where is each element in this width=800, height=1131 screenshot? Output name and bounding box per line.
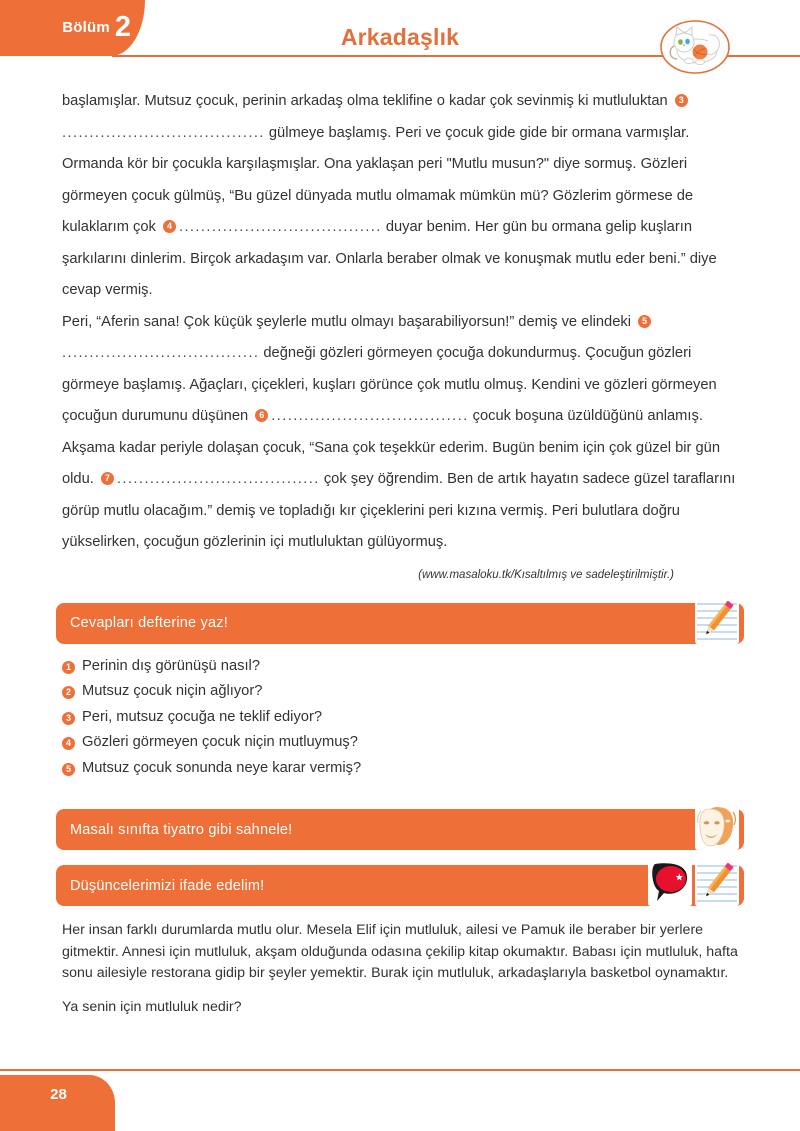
page-header (0, 0, 800, 72)
chapter-number: 2 (114, 11, 131, 43)
fill-in-blank[interactable]: .................................... (271, 408, 469, 424)
question-text: Peri, mutsuz çocuğa ne teklif ediyor? (82, 708, 323, 725)
notebook-pencil-icon (695, 596, 739, 644)
closing-text (62, 920, 742, 1018)
blank-number-marker: 7 (101, 472, 114, 485)
page-number-tab (0, 1075, 115, 1131)
list-item (62, 683, 800, 700)
list-item (62, 734, 800, 751)
activity-icons (648, 858, 739, 906)
activity-label: Düşüncelerimizi ifade edelim! (70, 877, 265, 894)
list-item (62, 658, 800, 675)
page-content (0, 72, 800, 1018)
theatre-masks-icon (695, 802, 739, 850)
story-paragraph-2: Peri, “Aferin sana! Çok küçük şeylerle mutlu olmayı başarabiliyorsun!” demiş ve elindeki 5.................................... değneği gözleri görmeyen çocuğa dokundurmuş. Çocuğun gözleri görmeye başlamış. Ağaçları, çiçekleri, kuşları görünce çok mutlu olmuş. Kendini ve gözleri görmeyen çocuğun durumunu düşünen 6 .................................... çocuk boşuna üzüldüğünü anlamış. Akşama kadar periyle dolaşan çocuk, “Sana çok teşekkür ederim. Bugün benim için çok güzel bir gün oldu. 7 ..................................... çok şey öğrendim. Ben de artık hayatın sadece güzel taraflarını görüp mutlu olacağım.” demiş ve topladığı kır çiçeklerini peri kızına vermiş. Peri bulutlara doğru yükselirken, çocuğun gözlerinin içi mutluluktan gülüyormuş. (62, 313, 736, 550)
blank-number-marker: 6 (255, 409, 268, 422)
list-item (62, 760, 800, 777)
activity-banner-stage-theatre[interactable] (56, 809, 744, 850)
turkish-flag-speech-bubble-icon (648, 858, 692, 906)
footer-divider (0, 1069, 800, 1071)
list-item (62, 709, 800, 726)
question-number: 3 (62, 712, 75, 725)
question-text: Mutsuz çocuk sonunda neye karar vermiş? (82, 759, 362, 776)
fill-in-blank[interactable]: .................................... (62, 345, 260, 361)
question-list (62, 658, 800, 777)
question-text: Perinin dış görünüşü nasıl? (82, 657, 260, 674)
activity-icons (695, 596, 739, 644)
activity-label: Cevapları defterine yaz! (70, 615, 228, 631)
question-number: 1 (62, 661, 75, 674)
question-text: Mutsuz çocuk niçin ağlıyor? (82, 683, 263, 699)
activity-banner-write-answers[interactable] (56, 603, 744, 644)
blank-number-marker: 4 (163, 220, 176, 233)
question-number: 2 (62, 686, 75, 699)
question-text: Gözleri görmeyen çocuk niçin mutluymuş? (82, 734, 358, 750)
closing-paragraph-2: Ya senin için mutluluk nedir? (62, 998, 242, 1015)
page-number: 28 (50, 1085, 67, 1103)
notebook-pencil-icon (695, 858, 739, 906)
source-attribution: (www.masaloku.tk/Kısaltılmış ve sadeleştirilmiştir.) (418, 568, 674, 581)
activity-label: Masalı sınıfta tiyatro gibi sahnele! (70, 821, 293, 838)
chapter-label: Bölüm (62, 18, 110, 36)
fill-in-blank[interactable]: ..................................... (116, 471, 320, 487)
question-number: 5 (62, 763, 75, 776)
fill-in-blank[interactable]: ..................................... (62, 124, 265, 141)
story-paragraph-1: başlamışlar. Mutsuz çocuk, perinin arkadaş olma teklifine o kadar çok sevinmiş ki mutluluktan 3..................................... gülmeye başlamış. Peri ve çocuk gide gide bir ormana varmışlar. Ormanda kör bir çocukla karşılaşmışlar. Ona yaklaşan peri "Mutlu musun?" diye sormuş. Gözleri görmeyen çocuk gülmüş, “Bu güzel dünyada mutlu olmamak mümkün mü? Gözlerim görmese de kulaklarım çok 4 ..................................... duyar benim. Her gün bu ormana gelip kuşların şarkılarını dinlerim. Birçok arkadaşım var. Onlarla beraber olmak ve konuşmak mutlu eder beni.” diye cevap vermiş. (62, 93, 717, 298)
story-text (0, 72, 800, 581)
question-number: 4 (62, 737, 75, 750)
cat-with-yarn-icon (659, 19, 731, 75)
activity-icons (695, 802, 739, 850)
page-title: Arkadaşlık (340, 24, 460, 50)
blank-number-marker: 3 (675, 94, 688, 107)
fill-in-blank[interactable]: ..................................... (178, 219, 382, 235)
activity-banner-express-thoughts[interactable] (56, 865, 744, 906)
blank-number-marker: 5 (638, 315, 651, 328)
closing-paragraph-1: Her insan farklı durumlarda mutlu olur. Mesela Elif için mutluluk, ailesi ve Pamuk ile beraber bir yerlere gitmektir. Annesi için mutluluk, akşam olduğunda odasına çekilip kitap okumaktır. Babası için mutluluk, hafta sonu ailesiyle restorana gidip bir şeyler yemektir. Burak için mutluluk, arkadaşlarıyla basketbol oynamaktır. (62, 922, 738, 981)
